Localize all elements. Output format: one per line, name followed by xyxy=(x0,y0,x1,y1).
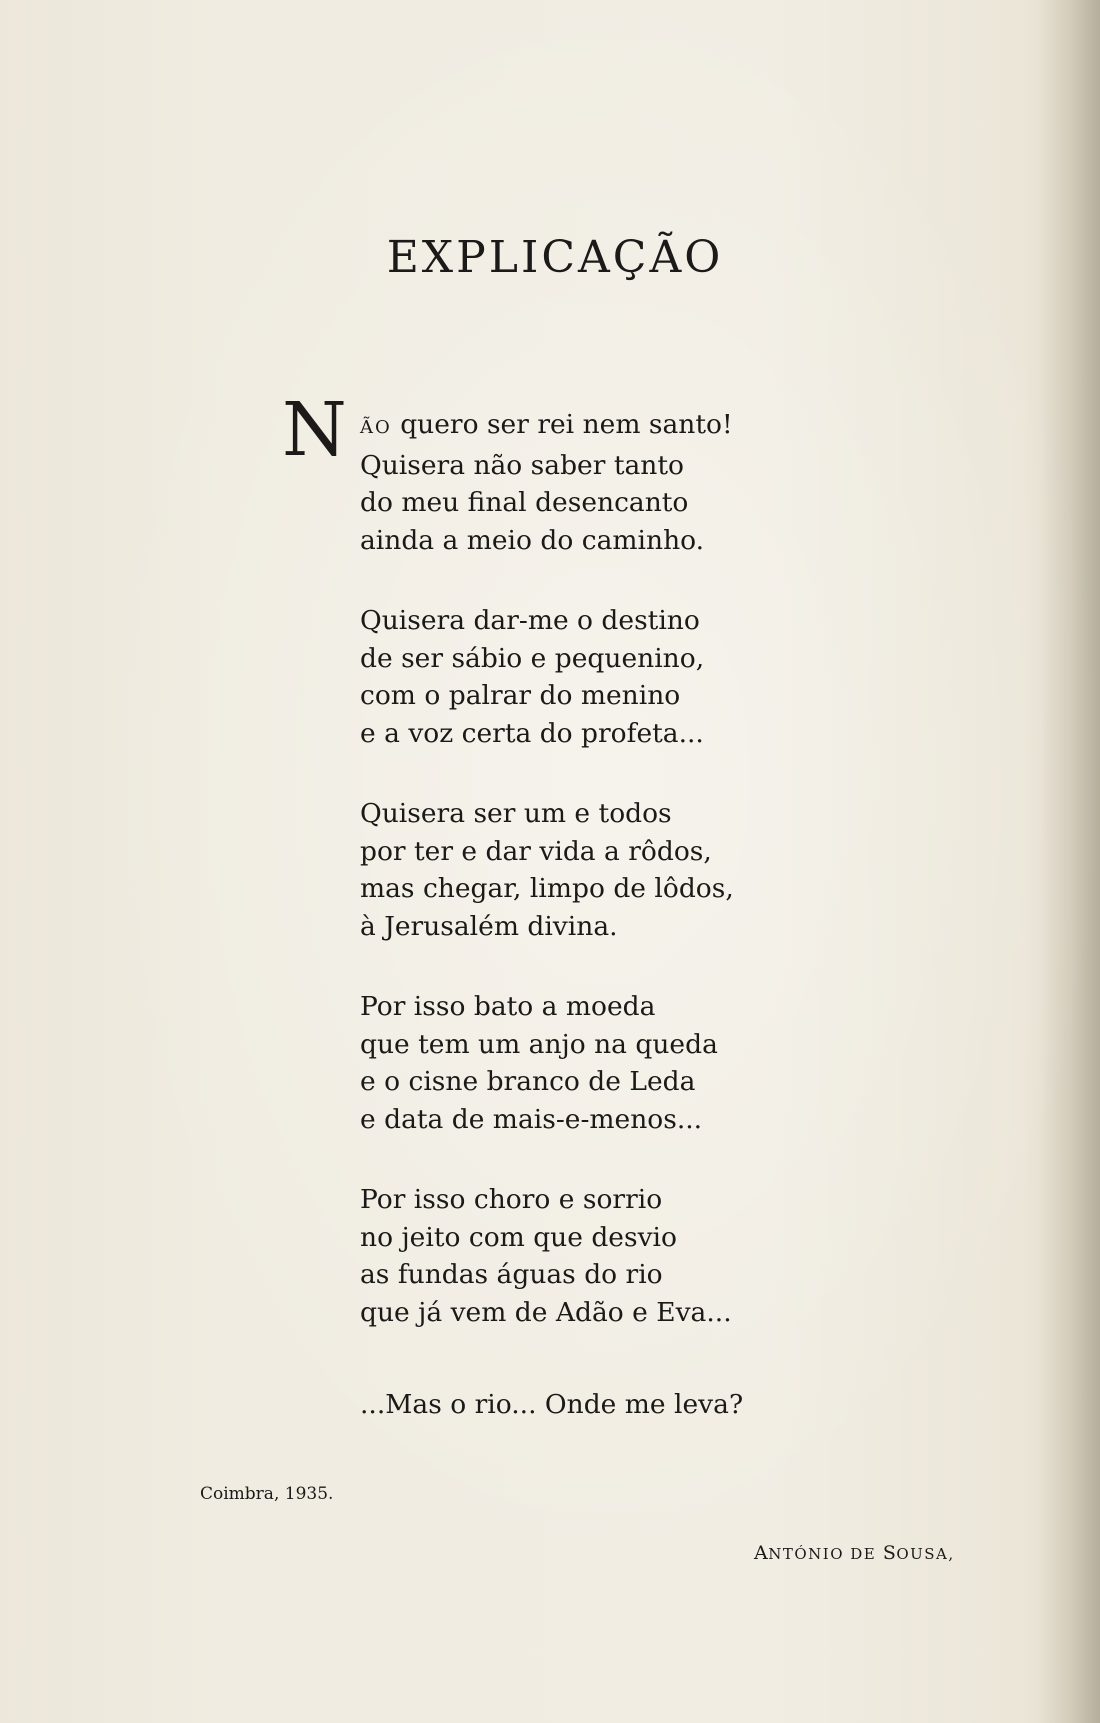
poem-title: EXPLICAÇÃO xyxy=(386,232,724,283)
author-name-part: NTÓNIO DE xyxy=(768,1545,877,1563)
drop-cap: N xyxy=(282,387,347,473)
poem-line: Quisera ser um e todos xyxy=(360,798,672,829)
poem-line: e data de mais-e-menos... xyxy=(360,1103,703,1135)
poem-line: Quisera não saber tanto xyxy=(360,449,684,481)
poem-line xyxy=(360,406,820,447)
poem-line: as fundas águas do rio xyxy=(360,1259,663,1290)
poem-line: que já vem de Adão e Eva... xyxy=(360,1296,732,1328)
author-initial: S xyxy=(882,1542,897,1564)
final-line: ...Mas o rio... Onde me leva? xyxy=(360,1389,744,1420)
poem-line: que tem um anjo na queda xyxy=(360,1028,718,1060)
poem-body xyxy=(360,406,820,1374)
first-line-smallcaps: ÃO xyxy=(360,417,392,438)
poem-line: mas chegar, limpo de lôdos, xyxy=(360,873,734,904)
poem-line: ainda a meio do caminho. xyxy=(360,524,705,556)
poem-line: do meu final desencanto xyxy=(360,487,689,518)
stanza xyxy=(360,1181,820,1331)
stanza xyxy=(360,602,820,752)
poem-line: de ser sábio e pequenino, xyxy=(360,642,705,674)
poem-line: e a voz certa do profeta... xyxy=(360,717,704,749)
poem-line: com o palrar do menino xyxy=(360,680,681,711)
poem-line: e o cisne branco de Leda xyxy=(360,1066,696,1097)
poem-line: Por isso choro e sorrio xyxy=(360,1184,663,1215)
poem-line: por ter e dar vida a rôdos, xyxy=(360,835,712,867)
poem-line: no jeito com que desvio xyxy=(360,1221,677,1253)
author-signature xyxy=(754,1542,955,1564)
stanza xyxy=(360,406,820,559)
poem-line: Por isso bato a moeda xyxy=(360,991,656,1022)
poem-line: Quisera dar-me o destino xyxy=(360,605,700,636)
poem-line: à Jerusalém divina. xyxy=(360,910,618,942)
author-initial: A xyxy=(754,1542,769,1564)
place-date: Coimbra, 1935. xyxy=(200,1484,334,1504)
author-name-part: OUSA, xyxy=(896,1545,955,1563)
stanza xyxy=(360,795,820,945)
first-line-rest: quero ser rei nem santo! xyxy=(400,409,733,440)
stanza xyxy=(360,988,820,1138)
